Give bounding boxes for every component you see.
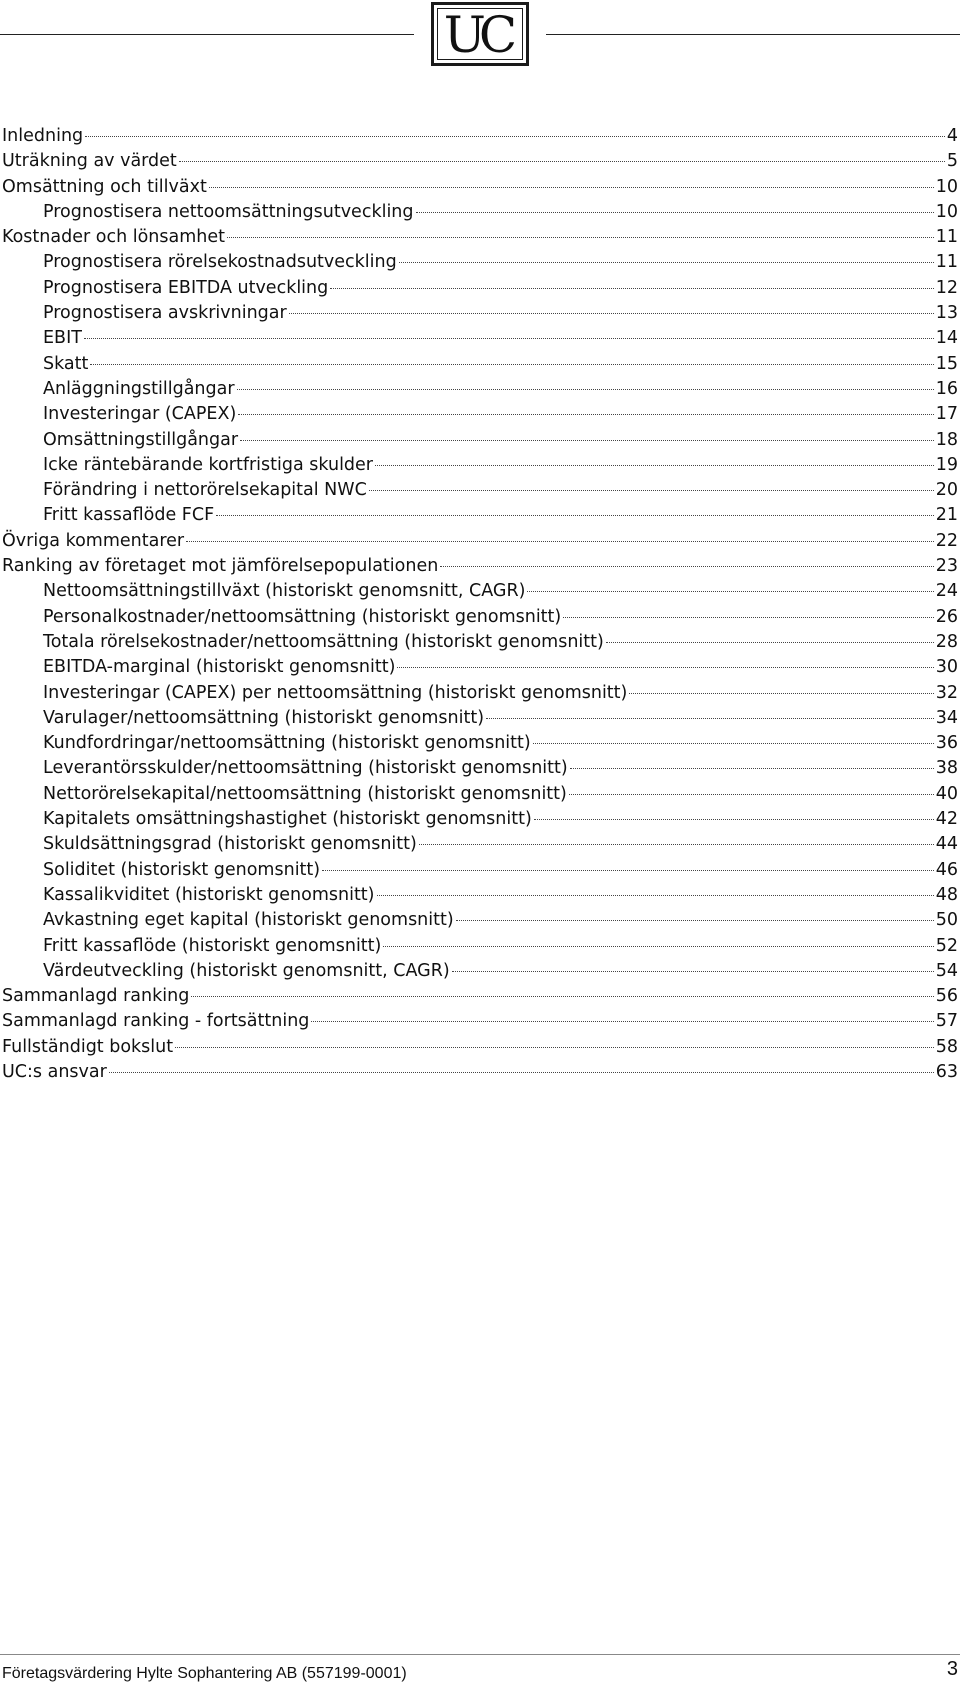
toc-dot-leader (191, 996, 933, 997)
toc-dot-leader (216, 515, 934, 516)
toc-entry-page-number: 16 (935, 378, 958, 399)
toc-entry-page-number: 13 (935, 303, 958, 324)
toc-entry-page-number: 50 (935, 910, 958, 931)
toc-subentry[interactable] (0, 908, 958, 933)
toc-entry-label: Personalkostnader/nettoomsättning (historiskt genomsnitt) (43, 606, 562, 627)
toc-entry-label: Varulager/nettoomsättning (historiskt genomsnitt) (43, 707, 485, 728)
toc-entry-page-number: 10 (935, 176, 958, 197)
toc-subentry[interactable] (0, 377, 958, 402)
toc-subentry[interactable] (0, 352, 958, 377)
toc-entry-page-number: 36 (935, 733, 958, 754)
toc-entry[interactable] (0, 984, 958, 1009)
toc-dot-leader (85, 136, 945, 137)
toc-entry-label: Kundfordringar/nettoomsättning (historiskt genomsnitt) (43, 733, 531, 754)
toc-entry-page-number: 38 (935, 758, 958, 779)
toc-entry-label: Prognostisera avskrivningar (43, 303, 287, 324)
toc-dot-leader (416, 212, 934, 213)
header-rule-left (0, 34, 414, 35)
toc-entry-label: Prognostisera EBITDA utveckling (43, 277, 329, 298)
toc-subentry[interactable] (0, 478, 958, 503)
toc-dot-leader (227, 237, 934, 238)
toc-dot-leader (452, 971, 934, 972)
toc-entry[interactable] (0, 529, 958, 554)
toc-entry-label: Förändring i nettorörelsekapital NWC (43, 480, 367, 501)
toc-dot-leader (419, 844, 934, 845)
toc-entry-page-number: 20 (935, 480, 958, 501)
header-rule-right (546, 34, 960, 35)
toc-entry-label: Sammanlagd ranking (2, 986, 190, 1007)
toc-dot-leader (399, 262, 934, 263)
toc-entry-page-number: 17 (935, 404, 958, 425)
footer-rule (0, 1654, 960, 1655)
toc-entry-page-number: 58 (935, 1036, 958, 1057)
toc-entry-label: Icke räntebärande kortfristiga skulder (43, 454, 374, 475)
toc-entry-label: Omsättning och tillväxt (2, 176, 207, 197)
toc-entry-label: Nettorörelsekapital/nettoomsättning (historiskt genomsnitt) (43, 783, 567, 804)
toc-entry-label: Skuldsättningsgrad (historiskt genomsnitt) (43, 834, 417, 855)
logo-text: UC (443, 6, 511, 64)
toc-entry-label: Soliditet (historiskt genomsnitt) (43, 859, 321, 880)
toc-dot-leader (175, 1047, 934, 1048)
toc-entry-label: Uträkning av värdet (2, 151, 177, 172)
toc-dot-leader (534, 819, 934, 820)
toc-entry-page-number: 40 (935, 783, 958, 804)
toc-dot-leader (570, 768, 934, 769)
toc-subentry[interactable] (0, 250, 958, 275)
toc-entry-label: Anläggningstillgångar (43, 378, 235, 399)
toc-entry-page-number: 54 (935, 960, 958, 981)
toc-entry-label: Fullständigt bokslut (2, 1036, 174, 1057)
toc-dot-leader (90, 364, 933, 365)
toc-entry-page-number: 34 (935, 707, 958, 728)
toc-subentry[interactable] (0, 832, 958, 857)
toc-dot-leader (383, 946, 933, 947)
toc-entry-label: Avkastning eget kapital (historiskt genomsnitt) (43, 910, 454, 931)
toc-entry-page-number: 5 (946, 151, 958, 172)
toc-entry-label: Prognostisera nettoomsättningsutveckling (43, 201, 414, 222)
toc-entry-page-number: 26 (935, 606, 958, 627)
toc-subentry[interactable] (0, 934, 958, 959)
toc-subentry[interactable] (0, 503, 958, 528)
toc-entry[interactable] (0, 554, 958, 579)
toc-subentry[interactable] (0, 605, 958, 630)
table-of-contents (0, 124, 960, 1085)
toc-dot-leader (369, 490, 934, 491)
toc-entry-label: Investeringar (CAPEX) (43, 404, 237, 425)
footer-document-title: Företagsvärdering Hylte Sophantering AB (557199-0001) (2, 1665, 407, 1682)
toc-entry-label: EBITDA-marginal (historiskt genomsnitt) (43, 657, 396, 678)
toc-subentry[interactable] (0, 630, 958, 655)
toc-subentry[interactable] (0, 579, 958, 604)
toc-entry-page-number: 19 (935, 454, 958, 475)
toc-dot-leader (109, 1072, 934, 1073)
toc-dot-leader (606, 642, 934, 643)
toc-entry-page-number: 28 (935, 631, 958, 652)
toc-dot-leader (629, 693, 933, 694)
toc-dot-leader (563, 617, 933, 618)
toc-dot-leader (179, 161, 945, 162)
toc-entry-label: Omsättningstillgångar (43, 429, 239, 450)
toc-entry[interactable] (0, 225, 958, 250)
toc-subentry[interactable] (0, 402, 958, 427)
toc-entry-label: Fritt kassaflöde FCF (43, 505, 215, 526)
toc-subentry[interactable] (0, 858, 958, 883)
toc-entry[interactable] (0, 1035, 958, 1060)
toc-entry[interactable] (0, 124, 958, 149)
toc-entry-page-number: 11 (935, 252, 958, 273)
toc-entry-page-number: 32 (935, 682, 958, 703)
toc-dot-leader (289, 313, 934, 314)
toc-entry-page-number: 63 (935, 1061, 958, 1082)
toc-dot-leader (397, 667, 933, 668)
toc-entry-label: Skatt (43, 353, 89, 374)
toc-subentry[interactable] (0, 453, 958, 478)
toc-entry[interactable] (0, 1009, 958, 1034)
toc-dot-leader (486, 718, 934, 719)
toc-subentry[interactable] (0, 326, 958, 351)
toc-entry-label: Investeringar (CAPEX) per nettoomsättning (historiskt genomsnitt) (43, 682, 628, 703)
toc-entry-page-number: 21 (935, 505, 958, 526)
toc-entry-label: Fritt kassaflöde (historiskt genomsnitt) (43, 935, 382, 956)
toc-subentry[interactable] (0, 883, 958, 908)
toc-subentry[interactable] (0, 731, 958, 756)
toc-entry-label: Värdeutveckling (historiskt genomsnitt, CAGR) (43, 960, 450, 981)
toc-entry-label: Övriga kommentarer (2, 530, 185, 551)
toc-entry-page-number: 52 (935, 935, 958, 956)
toc-subentry[interactable] (0, 756, 958, 781)
toc-dot-leader (240, 440, 934, 441)
footer-page-number: 3 (946, 1658, 958, 1680)
toc-dot-leader (238, 414, 933, 415)
toc-entry-page-number: 44 (935, 834, 958, 855)
toc-dot-leader (209, 187, 934, 188)
toc-entry-page-number: 48 (935, 884, 958, 905)
toc-entry-page-number: 24 (935, 581, 958, 602)
toc-subentry[interactable] (0, 655, 958, 680)
toc-entry-label: Ranking av företaget mot jämförelsepopulationen (2, 556, 439, 577)
toc-dot-leader (186, 541, 934, 542)
toc-dot-leader (322, 870, 934, 871)
toc-subentry[interactable] (0, 681, 958, 706)
toc-entry-page-number: 14 (935, 328, 958, 349)
toc-entry-label: Kassalikviditet (historiskt genomsnitt) (43, 884, 375, 905)
toc-entry-page-number: 42 (935, 809, 958, 830)
toc-entry-label: Totala rörelsekostnader/nettoomsättning (historiskt genomsnitt) (43, 631, 604, 652)
toc-entry-page-number: 56 (935, 986, 958, 1007)
toc-dot-leader (377, 895, 934, 896)
toc-dot-leader (533, 743, 934, 744)
toc-subentry[interactable] (0, 301, 958, 326)
toc-dot-leader (456, 920, 934, 921)
toc-entry-page-number: 11 (935, 227, 958, 248)
toc-dot-leader (375, 465, 934, 466)
toc-entry-page-number: 22 (935, 530, 958, 551)
toc-dot-leader (84, 338, 934, 339)
toc-subentry[interactable] (0, 428, 958, 453)
toc-dot-leader (237, 389, 934, 390)
toc-subentry[interactable] (0, 276, 958, 301)
toc-entry-page-number: 46 (935, 859, 958, 880)
toc-dot-leader (569, 794, 934, 795)
toc-dot-leader (527, 591, 933, 592)
toc-entry[interactable] (0, 149, 958, 174)
toc-entry-label: Kapitalets omsättningshastighet (historiskt genomsnitt) (43, 809, 532, 830)
toc-entry-page-number: 12 (935, 277, 958, 298)
toc-entry-label: Sammanlagd ranking - fortsättning (2, 1011, 310, 1032)
toc-subentry[interactable] (0, 959, 958, 984)
toc-entry-page-number: 4 (946, 126, 958, 146)
toc-subentry[interactable] (0, 807, 958, 832)
toc-dot-leader (330, 288, 933, 289)
toc-entry-label: Prognostisera rörelsekostnadsutveckling (43, 252, 397, 273)
toc-entry-page-number: 15 (935, 353, 958, 374)
logo-inner-border (437, 6, 523, 64)
toc-entry-label: Leverantörsskulder/nettoomsättning (historiskt genomsnitt) (43, 758, 568, 779)
toc-entry-page-number: 30 (935, 657, 958, 678)
toc-entry-page-number: 18 (935, 429, 958, 450)
toc-subentry[interactable] (0, 200, 958, 225)
toc-entry[interactable] (0, 1060, 958, 1085)
toc-entry-label: Nettoomsättningstillväxt (historiskt genomsnitt, CAGR) (43, 581, 526, 602)
uc-logo (431, 2, 529, 66)
toc-dot-leader (440, 566, 933, 567)
toc-subentry[interactable] (0, 706, 958, 731)
toc-entry-page-number: 57 (935, 1011, 958, 1032)
toc-entry-page-number: 10 (935, 201, 958, 222)
toc-entry-page-number: 23 (935, 556, 958, 577)
toc-entry-label: EBIT (43, 328, 82, 349)
toc-entry-label: Inledning (2, 126, 84, 146)
toc-entry[interactable] (0, 175, 958, 200)
toc-subentry[interactable] (0, 782, 958, 807)
toc-dot-leader (311, 1021, 933, 1022)
toc-entry-label: UC:s ansvar (2, 1061, 107, 1082)
toc-entry-label: Kostnader och lönsamhet (2, 227, 225, 248)
